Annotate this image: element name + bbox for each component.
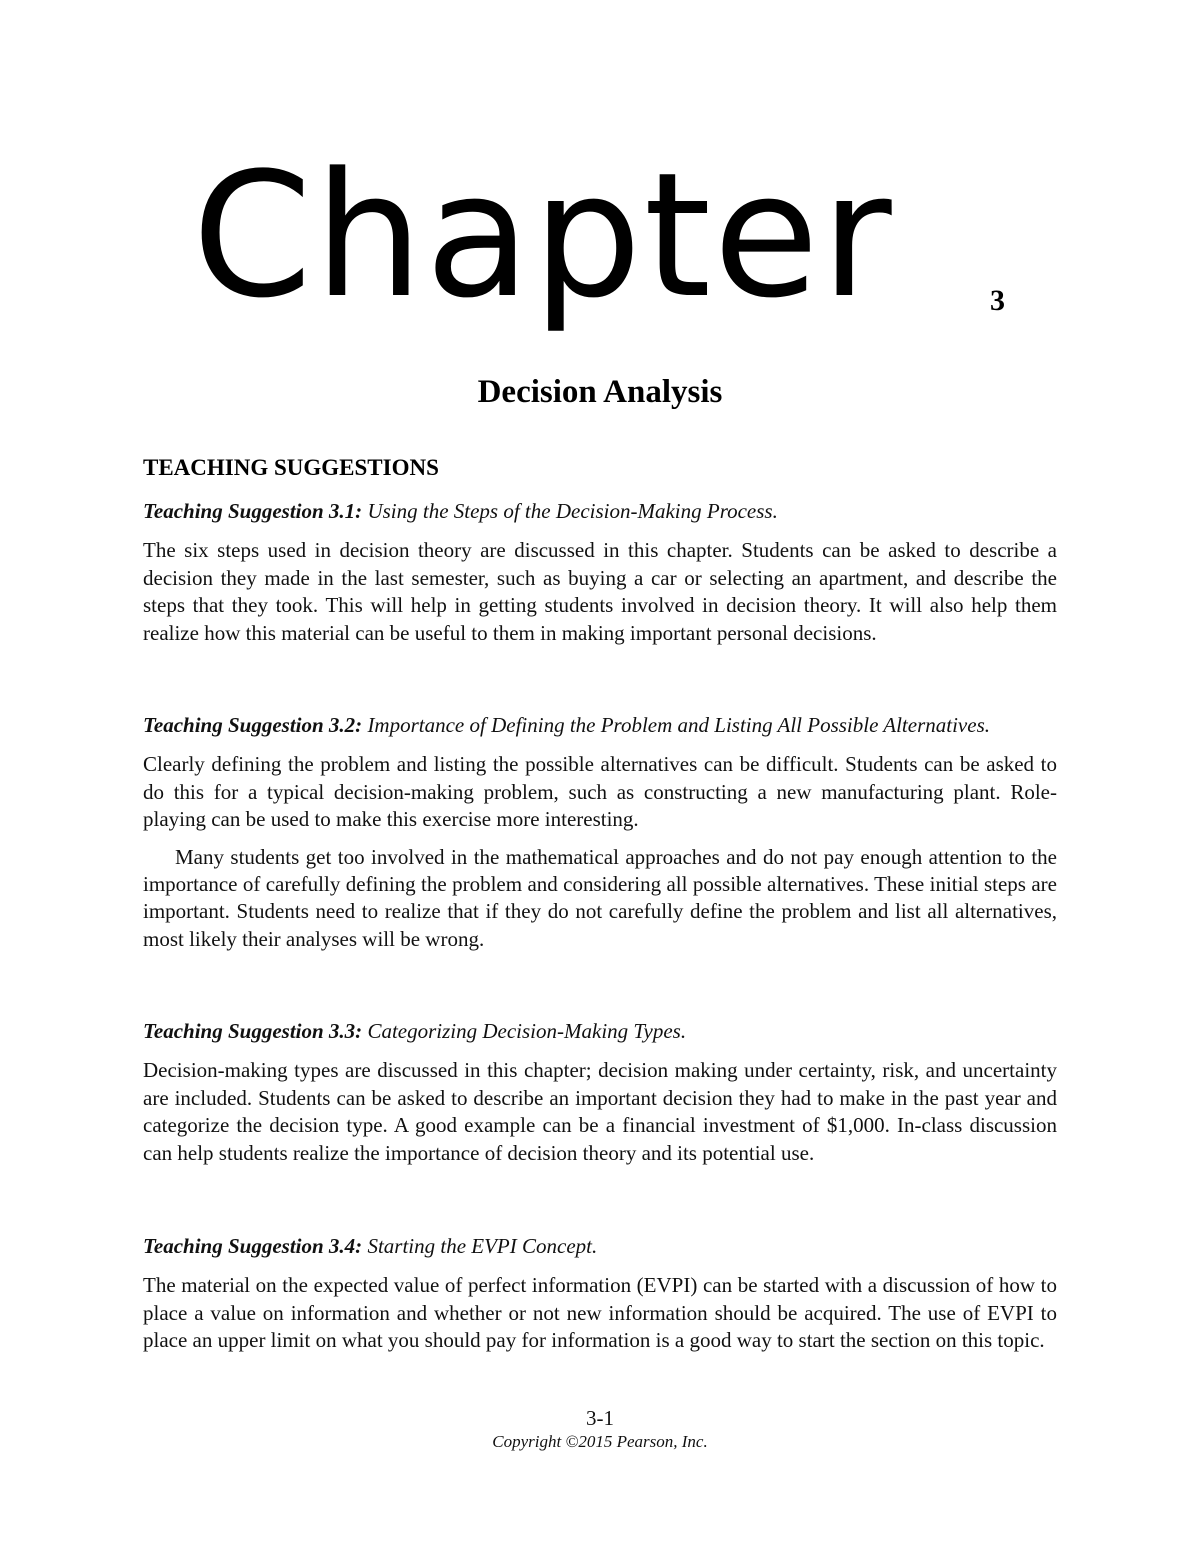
suggestion-paragraph: Many students get too involved in the mathematical approaches and do not pay enough attention to the importance of carefully defining the problem and considering all possible alternatives. These initial steps are important. Students need to realize that if they do not carefully define the problem and list all alternatives, most likely their analyses will be wrong.: [143, 844, 1057, 951]
suggestion-paragraph: Clearly defining the problem and listing the possible alternatives can be difficult. Students can be asked to do this for a typical decision-making problem, such as constructing a new manufacturing plant. Role-playing can be used to make this exercise more interesting.: [143, 752, 1057, 832]
suggestion-label: Teaching Suggestion 3.1:: [143, 499, 363, 523]
suggestion-topic: Starting the EVPI Concept.: [362, 1234, 598, 1258]
suggestion-label: Teaching Suggestion 3.2:: [143, 713, 363, 737]
suggestion-block-3-2: [143, 712, 1057, 953]
copyright-notice: Copyright ©2015 Pearson, Inc.: [492, 1432, 708, 1451]
suggestion-block-3-1: [143, 498, 1057, 647]
suggestion-paragraph: The material on the expected value of perfect information (EVPI) can be started with a discussion of how to place a value on information and whether or not new information should be acquired. The use of EVPI to place an upper limit on what you should pay for information is a good way to start the section on this topic.: [143, 1273, 1057, 1353]
suggestion-heading: [143, 498, 1057, 525]
chapter-number: 3: [990, 284, 1005, 317]
chapter-heading: Chapter: [192, 135, 894, 336]
suggestion-label: Teaching Suggestion 3.4:: [143, 1234, 363, 1258]
chapter-title: Decision Analysis: [477, 374, 723, 410]
suggestion-topic: Categorizing Decision-Making Types.: [362, 1019, 687, 1043]
suggestion-topic: Importance of Defining the Problem and Listing All Possible Alternatives.: [362, 713, 990, 737]
suggestion-heading: [143, 712, 1057, 739]
suggestion-label: Teaching Suggestion 3.3:: [143, 1019, 363, 1043]
suggestion-heading: [143, 1233, 1057, 1260]
suggestion-paragraph: Decision-making types are discussed in this chapter; decision making under certainty, risk, and uncertainty are included. Students can be asked to describe an important decision they had to make in the past year and categorize the decision type. A good example can be a financial investment of $1,000. In-class discussion can help students realize the importance of decision theory and its potential use.: [143, 1058, 1057, 1165]
suggestion-block-3-4: [143, 1233, 1057, 1355]
suggestion-block-3-3: [143, 1018, 1057, 1167]
suggestion-topic: Using the Steps of the Decision-Making Process.: [362, 499, 778, 523]
suggestion-heading: [143, 1018, 1057, 1045]
page-number: 3-1: [586, 1406, 614, 1430]
section-heading: TEACHING SUGGESTIONS: [143, 455, 439, 480]
suggestion-paragraph: The six steps used in decision theory are discussed in this chapter. Students can be asked to describe a decision they made in the last semester, such as buying a car or selecting an apartment, and describe the steps that they took. This will help in getting students involved in decision theory. It will also help them realize how this material can be useful to them in making important personal decisions.: [143, 538, 1057, 645]
